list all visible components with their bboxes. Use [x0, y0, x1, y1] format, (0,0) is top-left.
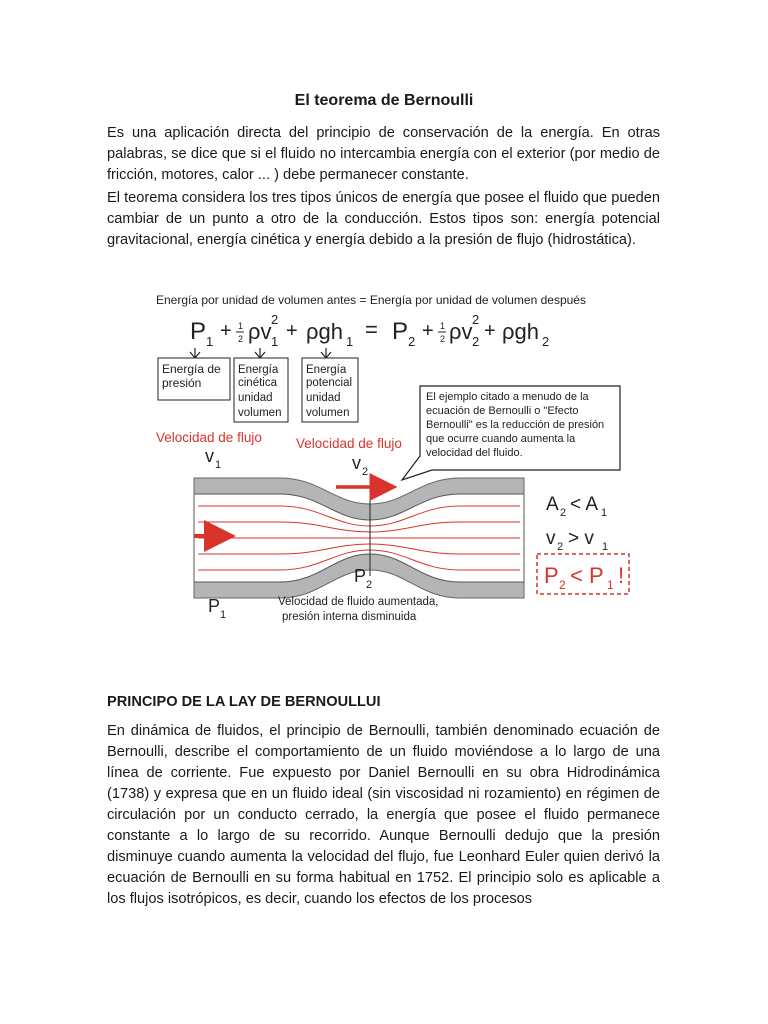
svg-text:P: P: [190, 318, 207, 345]
box-pressure-line-2: presión: [162, 376, 202, 390]
box-kinetic-line-2: cinética: [238, 377, 277, 389]
svg-text:v: v: [205, 446, 214, 466]
box-potential-line-1: Energía: [306, 364, 347, 376]
svg-text:2: 2: [271, 312, 279, 327]
svg-text:2: 2: [542, 334, 550, 349]
svg-text:+: +: [220, 320, 232, 342]
svg-text:=: =: [365, 317, 378, 342]
svg-text:+: +: [422, 320, 434, 342]
svg-text:1: 1: [220, 609, 227, 621]
bernoulli-diagram: [140, 286, 640, 626]
svg-text:P: P: [354, 566, 367, 586]
svg-text:P: P: [392, 318, 409, 345]
svg-text:+: +: [286, 320, 298, 342]
svg-text:2: 2: [238, 334, 244, 344]
diagram-header: Energía por unidad de volumen antes = Energía por unidad de volumen después: [156, 293, 586, 307]
bottom-note-line-2: presión interna disminuida: [282, 611, 417, 623]
velocity-relation: [546, 528, 608, 553]
svg-text:!: !: [618, 563, 625, 588]
energy-types-paragraph: El teorema considera los tres tipos únicos de energía que posee el fluido que pueden cambiar de un punto a otro de la conducción. Estos tipos son: energía potencial gravitacional, energía cinética y energía debido a la presión de flujo (hidrostática).: [107, 190, 660, 248]
svg-text:< A: < A: [570, 494, 598, 515]
svg-text:1: 1: [215, 459, 222, 471]
svg-text:2: 2: [440, 334, 446, 344]
principle-paragraph: En dinámica de fluidos, el principio de Bernoulli, también denominado ecuación de Bernoulli, describe el comportamiento de un fluido moviéndose a lo largo de una línea de corriente. Fue expuesto por Daniel Bernoulli en su obra Hidrodinámica (1738) y expresa que en un fluido ideal (sin viscosidad ni rozamiento) en régimen de circulación por un conducto cerrado, la energía que posee el fluido permanece constante a lo largo de su recorrido. Aunque Bernoulli dedujo que la presión disminuye cuando aumenta la velocidad del flujo, fue Leonhard Euler quien derivó la ecuación de Bernoulli en su forma habitual en 1752. El principio solo es aplicable a los flujos isotrópicos, es decir, cuando los efectos de los procesos: [107, 723, 660, 907]
svg-text:2: 2: [560, 507, 567, 519]
callout-line-4: que ocurre cuando aumenta la: [426, 433, 576, 445]
bernoulli-equation: [190, 312, 549, 349]
box-kinetic-line-1: Energía: [238, 364, 279, 376]
callout-line-5: velocidad del fluido.: [426, 447, 523, 459]
document-title: El teorema de Bernoulli: [294, 92, 474, 109]
svg-text:A: A: [546, 494, 559, 515]
svg-text:> v: > v: [568, 528, 594, 549]
callout-line-1: El ejemplo citado a menudo de la: [426, 391, 589, 403]
callout-line-2: ecuación de Bernoulli o "Efecto: [426, 405, 579, 417]
box-potential-line-2: potencial: [306, 377, 353, 389]
svg-text:2: 2: [559, 578, 566, 592]
box-potential-line-3: unidad: [306, 392, 341, 404]
svg-text:1: 1: [238, 321, 244, 331]
svg-text:1: 1: [206, 334, 214, 349]
svg-text:P: P: [544, 563, 559, 588]
svg-text:v: v: [352, 453, 361, 473]
svg-text:ρgh: ρgh: [306, 319, 343, 344]
svg-text:1: 1: [346, 334, 354, 349]
svg-text:1: 1: [440, 321, 446, 331]
svg-text:ρv: ρv: [248, 319, 272, 344]
intro-paragraph: Es una aplicación directa del principio de conservación de la energía. En otras palabras, se dice que si el fluido no intercambia energía con el exterior (por medio de fricción, motores, calor ... ) debe permanecer constante.: [107, 125, 660, 183]
svg-text:ρgh: ρgh: [502, 319, 539, 344]
velocity-label-2: Velocidad de flujo: [296, 436, 402, 451]
bottom-note-line-1: Velocidad de fluido aumentada,: [278, 596, 439, 608]
box-kinetic-line-4: volumen: [238, 407, 282, 419]
svg-text:2: 2: [362, 466, 369, 478]
svg-text:2: 2: [408, 334, 416, 349]
svg-text:2: 2: [557, 541, 564, 553]
svg-text:+: +: [484, 320, 496, 342]
velocity-label-1: Velocidad de flujo: [156, 430, 262, 445]
svg-text:v: v: [546, 528, 556, 549]
area-relation: [546, 494, 607, 519]
box-kinetic-line-3: unidad: [238, 392, 273, 404]
svg-text:2: 2: [472, 312, 480, 327]
svg-text:< P: < P: [570, 563, 604, 588]
box-potential-line-4: volumen: [306, 407, 350, 419]
pressure-relation: [544, 563, 624, 592]
callout-line-3: Bernoulli" es la reducción de presión: [426, 419, 605, 431]
svg-text:1: 1: [607, 578, 614, 592]
section-heading: PRINCIPO DE LA LAY DE BERNOULLUI: [107, 694, 381, 710]
svg-text:1: 1: [601, 507, 608, 519]
svg-text:2: 2: [366, 579, 373, 591]
svg-text:2: 2: [472, 334, 480, 349]
svg-text:P: P: [208, 596, 221, 616]
svg-text:1: 1: [602, 541, 609, 553]
svg-text:1: 1: [271, 334, 279, 349]
box-pressure-line-1: Energía de: [162, 362, 221, 376]
svg-text:ρv: ρv: [449, 319, 473, 344]
